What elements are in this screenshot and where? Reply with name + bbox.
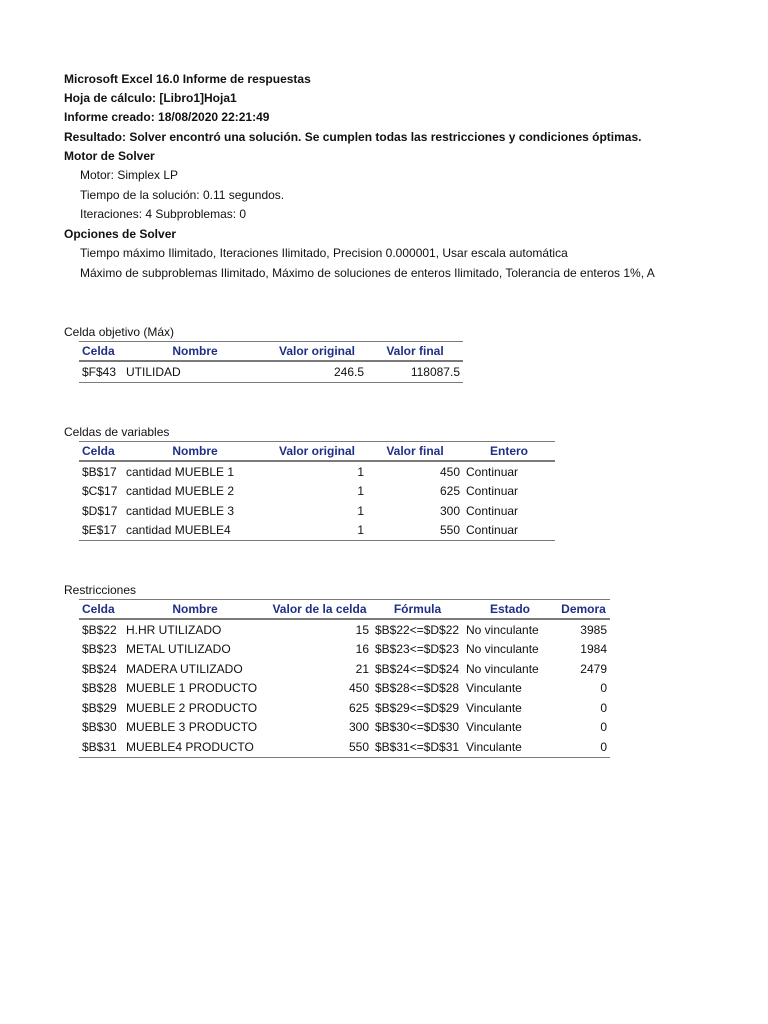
col-header: Valor original [267, 442, 367, 462]
final-value: 550 [367, 521, 463, 541]
formula: $B$28<=$D$28 [375, 681, 460, 696]
final-value: 625 [439, 484, 460, 499]
cell-name: MADERA UTILIZADO [126, 661, 243, 676]
table-row [79, 640, 610, 660]
col-header: Nombre [123, 600, 267, 620]
cell-name: cantidad MUEBLE 1 [126, 464, 235, 479]
cell-ref: $B$29 [82, 700, 117, 715]
col-header: Celda [79, 600, 123, 620]
status: Vinculante [466, 720, 522, 735]
cell-value: 550 [267, 737, 372, 757]
formula: $B$31<=$D$31 [372, 737, 463, 757]
col-header: Nombre [123, 442, 267, 462]
formula: $B$22<=$D$22 [375, 622, 460, 637]
table-row [79, 619, 610, 640]
solution-time: Tiempo de la solución: 0.11 segundos. [80, 188, 285, 202]
cell-ref: $F$43 [79, 361, 123, 382]
integer-flag: Continuar [466, 503, 519, 518]
cell-name: MUEBLE 2 PRODUCTO [126, 700, 258, 715]
col-header: Valor original [267, 342, 367, 362]
col-header: Celda [79, 342, 123, 362]
cell-ref: $C$17 [82, 484, 118, 499]
cell-ref: $B$22 [82, 622, 117, 637]
table-row [79, 698, 610, 718]
engine-heading: Motor de Solver [64, 149, 155, 163]
status: Vinculante [466, 681, 522, 696]
cell-name: H.HR UTILIZADO [126, 622, 222, 637]
report-title: Microsoft Excel 16.0 Informe de respuestas [64, 72, 311, 86]
slack: 2479 [580, 661, 607, 676]
cell-ref: $B$17 [82, 464, 117, 479]
slack: 0 [600, 681, 607, 696]
col-header: Estado [463, 600, 557, 620]
report-result: Resultado: Solver encontró una solución. Se cumplen todas las restricciones y condiciones óptimas. [64, 130, 642, 144]
final-value: 118087.5 [367, 361, 463, 382]
cell-name: MUEBLE 3 PRODUCTO [126, 720, 258, 735]
col-header: Nombre [123, 342, 267, 362]
col-header: Valor de la celda [267, 600, 372, 620]
variables-table [79, 441, 555, 541]
cell-value: 625 [348, 700, 369, 715]
original-value: 1 [357, 484, 364, 499]
col-header: Valor final [367, 342, 463, 362]
cell-value: 450 [348, 681, 369, 696]
original-value: 1 [267, 521, 367, 541]
formula: $B$24<=$D$24 [375, 661, 460, 676]
cell-name: METAL UTILIZADO [126, 642, 231, 657]
constraints-table [79, 599, 610, 758]
cell-name: cantidad MUEBLE4 [123, 521, 267, 541]
final-value: 450 [439, 464, 460, 479]
table-row [79, 718, 610, 738]
status: No vinculante [466, 622, 539, 637]
formula: $B$30<=$D$30 [375, 720, 460, 735]
table-row [79, 361, 463, 382]
col-header: Demora [557, 600, 610, 620]
slack: 0 [600, 720, 607, 735]
variables-header-row [79, 442, 555, 462]
original-value: 1 [357, 503, 364, 518]
constraints-section-title: Restricciones [64, 583, 137, 597]
formula: $B$23<=$D$23 [375, 642, 460, 657]
cell-ref: $B$23 [82, 642, 117, 657]
slack: 1984 [580, 642, 607, 657]
cell-name: MUEBLE 1 PRODUCTO [126, 681, 258, 696]
iterations: Iteraciones: 4 Subproblemas: 0 [80, 207, 247, 221]
cell-ref: $B$28 [82, 681, 117, 696]
cell-value: 300 [348, 720, 369, 735]
cell-ref: $B$30 [82, 720, 117, 735]
status: Vinculante [463, 737, 557, 757]
cell-value: 15 [355, 622, 369, 637]
objective-section-title: Celda objetivo (Máx) [64, 325, 175, 339]
slack: 3985 [580, 622, 607, 637]
table-row [79, 461, 555, 482]
col-header: Fórmula [372, 600, 463, 620]
options-heading: Opciones de Solver [64, 227, 177, 241]
report-created: Informe creado: 18/08/2020 22:21:49 [64, 110, 270, 124]
options-line-1: Tiempo máximo Ilimitado, Iteraciones Ilimitado, Precision 0.000001, Usar escala automática [80, 246, 568, 260]
original-value: 1 [357, 464, 364, 479]
status: No vinculante [466, 661, 539, 676]
formula: $B$29<=$D$29 [375, 700, 460, 715]
slack: 0 [557, 737, 610, 757]
integer-flag: Continuar [466, 484, 519, 499]
cell-ref: $D$17 [82, 503, 118, 518]
table-row [79, 679, 610, 699]
cell-ref: $E$17 [79, 521, 123, 541]
original-value: 246.5 [267, 361, 367, 382]
report-sheet: Hoja de cálculo: [Libro1]Hoja1 [64, 91, 237, 105]
status: Vinculante [466, 700, 522, 715]
table-row [79, 521, 555, 541]
col-header: Entero [463, 442, 555, 462]
integer-flag: Continuar [463, 521, 555, 541]
cell-ref: $B$24 [82, 661, 117, 676]
cell-value: 21 [355, 661, 369, 676]
cell-name: MUEBLE4 PRODUCTO [123, 737, 267, 757]
table-row [79, 501, 555, 521]
objective-header-row [79, 342, 463, 362]
constraints-header-row [79, 600, 610, 620]
status: No vinculante [466, 642, 539, 657]
cell-value: 16 [355, 642, 369, 657]
integer-flag: Continuar [466, 464, 519, 479]
engine-name: Motor: Simplex LP [80, 168, 179, 182]
table-row [79, 482, 555, 502]
table-row [79, 659, 610, 679]
cell-ref: $B$31 [79, 737, 123, 757]
table-row [79, 737, 610, 757]
options-line-2: Máximo de subproblemas Ilimitado, Máximo de soluciones de enteros Ilimitado, Tolerancia de enteros 1%, A [80, 266, 655, 280]
slack: 0 [600, 700, 607, 715]
cell-name: cantidad MUEBLE 3 [126, 503, 235, 518]
col-header: Celda [79, 442, 123, 462]
cell-name: UTILIDAD [123, 361, 267, 382]
cell-name: cantidad MUEBLE 2 [126, 484, 235, 499]
final-value: 300 [439, 503, 460, 518]
col-header: Valor final [367, 442, 463, 462]
variables-section-title: Celdas de variables [64, 425, 170, 439]
objective-table [79, 341, 463, 383]
